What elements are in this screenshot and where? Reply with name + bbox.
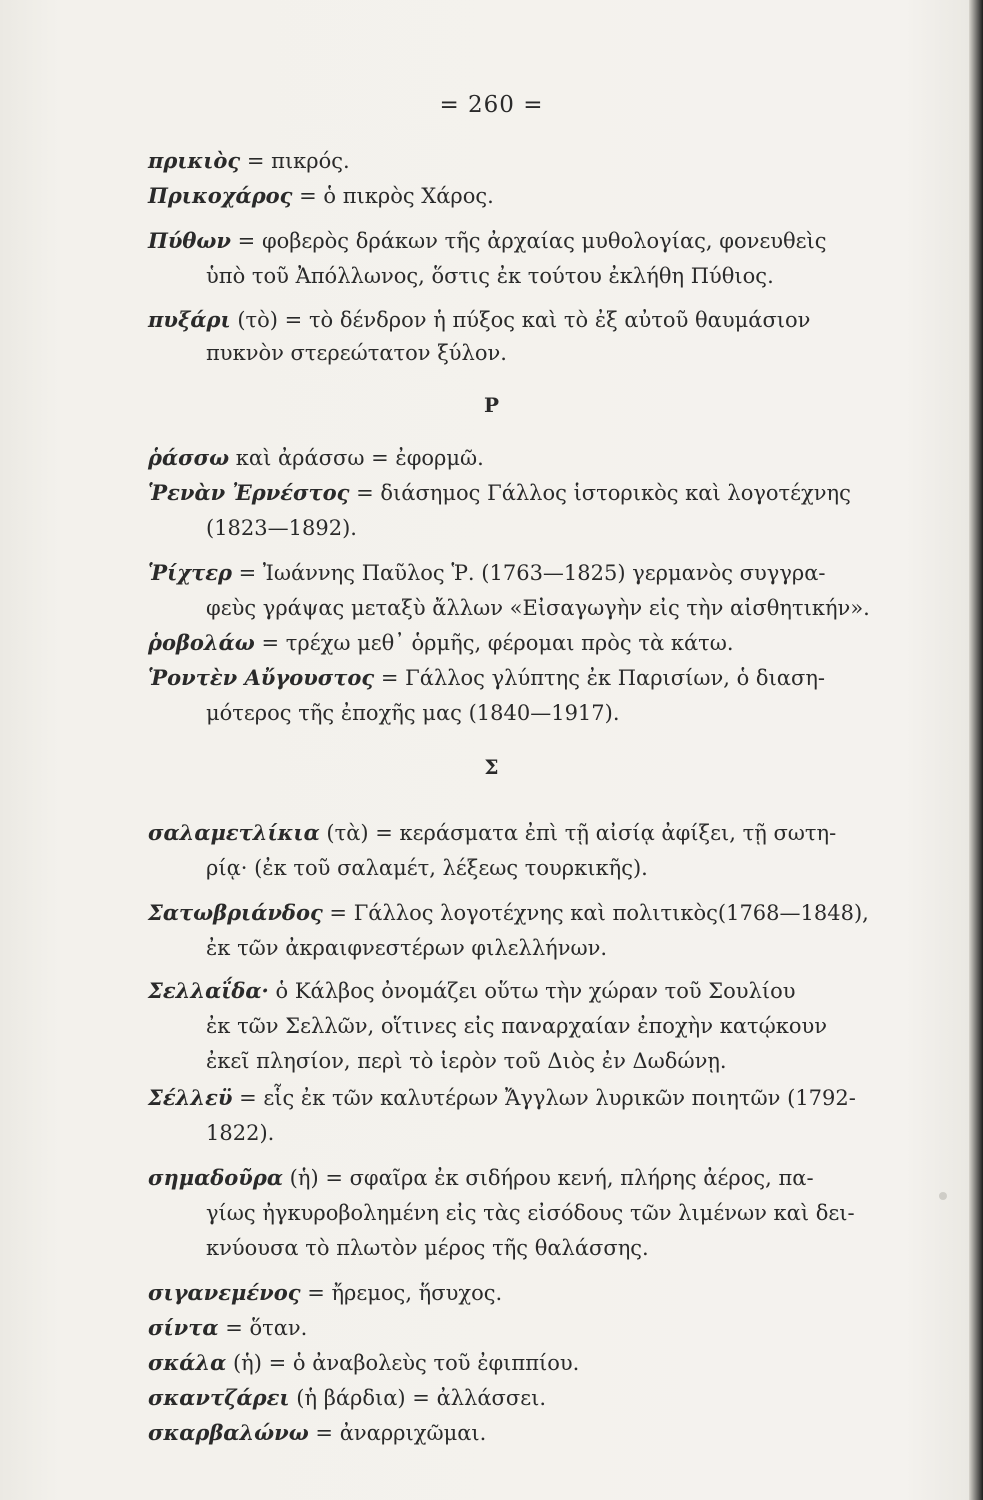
entry-definition: ἐκ τῶν ἀκραιφνεστέρων φιλελλήνων. — [206, 936, 608, 960]
entry-continuation-line — [206, 1013, 918, 1039]
entry-headword: Ῥίχτερ — [148, 560, 232, 585]
entry-definition: = ὁ πικρὸς Χάρος. — [292, 184, 494, 208]
entry-definition: ἐκεῖ πλησίον, περὶ τὸ ἱερὸν τοῦ Διὸς ἐν Δωδώνῃ. — [206, 1049, 727, 1073]
entry-headword: Ῥενὰν Ἐρνέστος — [148, 480, 350, 505]
entry-definition: (ἡ βάρδια) = ἀλλάσσει. — [289, 1386, 547, 1410]
entry-definition: = τρέχω μεθ᾽ ὁρμῆς, φέρομαι πρὸς τὰ κάτω. — [254, 631, 734, 655]
entry-line — [148, 1350, 918, 1376]
entry-definition: (1823—1892). — [206, 516, 357, 540]
entry-definition: φεὺς γράψας μεταξὺ ἄλλων «Εἰσαγωγὴν εἰς τὴν αἰσθητικήν». — [206, 596, 870, 620]
entry-line — [148, 1315, 918, 1341]
entry-headword: σκάλα — [148, 1350, 227, 1375]
entry-continuation-line — [206, 263, 918, 289]
entry-continuation-line — [206, 1048, 918, 1074]
entry-continuation-line — [206, 1120, 918, 1146]
entry-definition: = Γάλλος λογοτέχνης καὶ πολιτικὸς(1768—1848), — [322, 901, 869, 925]
entry-definition: (ἡ) = σφαῖρα ἐκ σιδήρου κενή, πλήρης ἀέρος, πα- — [283, 1166, 814, 1190]
entry-definition: = ἤρεμος, ἥσυχος. — [300, 1281, 503, 1305]
entry-headword: πρικιὸς — [148, 148, 241, 173]
entry-line — [148, 228, 918, 254]
entry-line — [148, 445, 918, 471]
entry-continuation-line — [206, 595, 918, 621]
page-spine-edge — [969, 0, 983, 1500]
entry-definition: ἐκ τῶν Σελλῶν, οἵτινες εἰς παναρχαίαν ἐποχὴν κατῴκουν — [206, 1014, 828, 1038]
entry-headword: σκαντζάρει — [148, 1385, 290, 1410]
entry-line — [148, 1280, 918, 1306]
entry-line — [148, 148, 918, 174]
entry-headword: σιγανεμένος — [148, 1280, 301, 1305]
entry-definition: = πικρός. — [240, 149, 350, 173]
entry-line — [148, 307, 918, 333]
entry-line — [148, 1420, 918, 1446]
entry-definition: ὑπὸ τοῦ Ἀπόλλωνος, ὅστις ἐκ τούτου ἐκλήθη Πύθιος. — [206, 264, 774, 288]
entry-continuation-line — [206, 515, 918, 541]
entry-definition: = Ἰωάννης Παῦλος Ῥ. (1763—1825) γερμανὸς συγγρα- — [231, 561, 826, 585]
entry-line — [148, 820, 918, 846]
entry-definition: κνύουσα τὸ πλωτὸν μέρος τῆς θαλάσσης. — [206, 1236, 649, 1260]
paper-speck — [939, 1192, 947, 1200]
entry-headword: Σέλλεϋ — [148, 1085, 233, 1110]
entry-headword: Πρικοχάρος — [148, 183, 293, 208]
entry-line — [148, 1385, 918, 1411]
entry-headword: σαλαμετλίκια — [148, 820, 320, 845]
entry-definition: = Γάλλος γλύπτης ἐκ Παρισίων, ὁ διαση- — [374, 666, 825, 690]
entry-definition: = φοβερὸς δράκων τῆς ἀρχαίας μυθολογίας, φονευθεὶς — [231, 229, 827, 253]
entry-headword: σκαρβαλώνω — [148, 1420, 309, 1445]
entry-continuation-line — [206, 1200, 918, 1226]
entry-definition: = ἀναρριχῶμαι. — [308, 1421, 487, 1445]
entry-headword: Σατωβριάνδος — [148, 900, 323, 925]
section-letter-rho: Ρ — [483, 393, 500, 417]
entry-line — [148, 630, 918, 656]
entry-definition: (τὰ) = κεράσματα ἐπὶ τῇ αἰσίᾳ ἀφίξει, τῇ σωτη- — [319, 821, 837, 845]
entry-headword: ῥοβολάω — [148, 630, 255, 655]
entry-headword: σημαδοῦρα — [148, 1165, 283, 1190]
entry-definition: = εἷς ἐκ τῶν καλυτέρων Ἄγγλων λυρικῶν ποιητῶν (1792- — [232, 1086, 856, 1110]
entry-headword: πυξάρι — [148, 307, 231, 332]
entry-line — [148, 1085, 918, 1111]
entry-continuation-line — [206, 340, 918, 366]
entry-definition: (ἡ) = ὁ ἀναβολεὺς τοῦ ἐφιππίου. — [226, 1351, 580, 1375]
entry-continuation-line — [206, 855, 918, 881]
entry-definition: καὶ ἀράσσω = ἐφορμῶ. — [229, 446, 484, 470]
entry-line — [148, 665, 918, 691]
entry-line — [148, 480, 918, 506]
entry-continuation-line — [206, 935, 918, 961]
entry-continuation-line — [206, 700, 918, 726]
entry-definition: = ὅταν. — [218, 1316, 308, 1340]
entry-headword: Πύθων — [148, 228, 231, 253]
entry-headword: Ῥοντὲν Αὔγουστος — [148, 665, 375, 690]
page-number: = 260 = — [439, 92, 544, 118]
entry-definition: 1822). — [206, 1121, 275, 1145]
entry-definition: πυκνὸν στερεώτατον ξύλον. — [206, 341, 507, 365]
entry-definition: γίως ἠγκυροβολημένη εἰς τὰς εἰσόδους τῶν λιμένων καὶ δει- — [206, 1201, 855, 1225]
entry-continuation-line — [206, 1235, 918, 1261]
entry-definition: (τὸ) = τὸ δένδρον ἡ πύξος καὶ τὸ ἐξ αὐτοῦ θαυμάσιον — [230, 308, 811, 332]
entry-line — [148, 560, 918, 586]
entry-headword: ῥάσσω — [148, 445, 230, 470]
entry-line — [148, 900, 918, 926]
entry-headword: Σελλαΐδα· — [148, 978, 269, 1003]
entry-headword: σίντα — [148, 1315, 219, 1340]
entry-definition: ρίᾳ· (ἐκ τοῦ σαλαμέτ, λέξεως τουρκικῆς). — [206, 856, 648, 880]
section-letter-sigma: Σ — [484, 755, 499, 779]
entry-line — [148, 1165, 918, 1191]
entry-line — [148, 978, 918, 1004]
entry-definition: ὁ Κάλβος ὀνομάζει οὕτω τὴν χώραν τοῦ Σουλίου — [268, 979, 796, 1003]
entry-definition: = διάσημος Γάλλος ἱστορικὸς καὶ λογοτέχνης — [349, 481, 851, 505]
entry-definition: μότερος τῆς ἐποχῆς μας (1840—1917). — [206, 701, 620, 725]
entry-line — [148, 183, 918, 209]
